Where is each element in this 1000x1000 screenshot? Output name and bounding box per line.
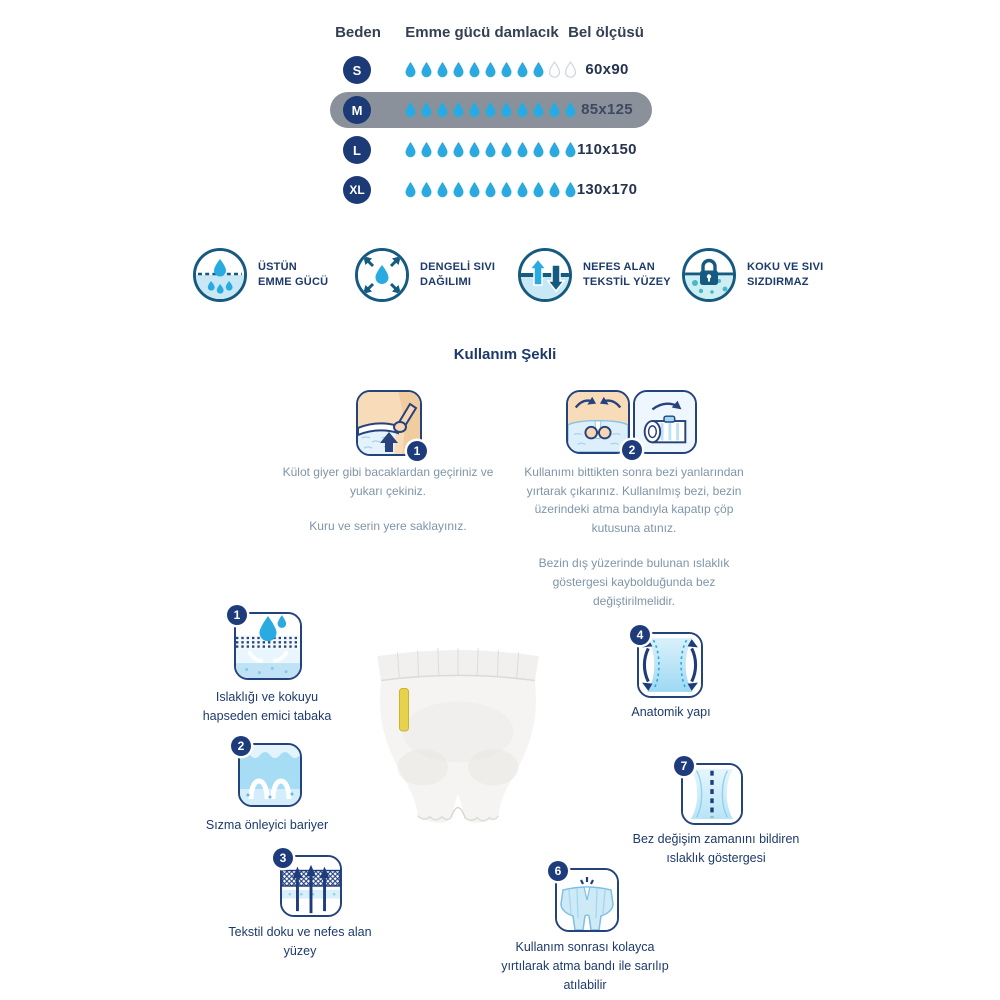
waist-size-s: 60x90: [585, 61, 629, 78]
feature-label: [583, 260, 671, 291]
feature-odor-liquid-proof: [682, 248, 823, 302]
usage-step-2-text: [518, 463, 750, 627]
feature-number-badge: 4: [630, 625, 650, 645]
water-drop-icon: [467, 141, 482, 159]
water-drop-icon: [467, 181, 482, 199]
usage-step-paragraph: Bezin dış yüzerinde bulunan ıslaklık göstergesi kaybolduğunda bez değiştirilmelidir.: [538, 556, 730, 608]
feature-balanced-liquid-distribution: [355, 248, 495, 302]
product-feature-1-label: Islaklığı ve kokuyu hapseden emici tabaka: [202, 690, 332, 723]
water-drop-icon: [451, 61, 466, 79]
step-tear-off-icon: [566, 390, 630, 454]
product-feature-1-icon-wrap: [233, 608, 302, 680]
waist-size-m: 85x125: [581, 101, 633, 118]
water-drop-icon: [419, 61, 434, 79]
product-feature-6-label: Kullanım sonrası kolayca yırtılarak atma bandı ile sarılıp atılabilir: [501, 940, 669, 992]
product-feature-2-label: Sızma önleyici bariyer: [205, 818, 329, 832]
absorption-drops-m: [403, 101, 578, 119]
water-drop-icon: [547, 61, 562, 79]
water-drop-icon: [403, 181, 418, 199]
usage-section-title: Kullanım Şekli: [453, 346, 557, 363]
feature-number-badge: 1: [227, 605, 247, 625]
water-drop-icon: [515, 141, 530, 159]
usage-step-paragraph: Kuru ve serin yere saklayınız.: [309, 519, 467, 534]
water-drop-icon: [483, 61, 498, 79]
product-feature-2-icon-wrap: [237, 739, 302, 807]
feature-label: [747, 260, 823, 291]
wetness-indicator-strip: [399, 689, 408, 731]
water-drop-icon: [403, 141, 418, 159]
product-feature-3-label: Tekstil doku ve nefes alan yüzey: [228, 925, 372, 958]
feature-label-line2: TEKSTİL YÜZEY: [583, 276, 671, 288]
feature-label: [258, 260, 328, 291]
feature-superior-absorption: [193, 248, 328, 302]
water-drop-icon: [403, 61, 418, 79]
feature-label-line1: ÜSTÜN: [258, 260, 297, 273]
balanced-liquid-distribution-icon: [355, 248, 409, 302]
feature-label: [420, 260, 495, 291]
water-drop-icon: [547, 181, 562, 199]
water-drop-icon: [531, 101, 546, 119]
water-drop-icon: [483, 101, 498, 119]
water-drop-icon: [531, 61, 546, 79]
water-drop-icon: [451, 141, 466, 159]
water-drop-icon: [451, 101, 466, 119]
usage-step-1-image: [356, 390, 422, 456]
size-table-row-l: [330, 132, 652, 168]
odor-liquid-proof-icon: [682, 248, 736, 302]
water-drop-icon: [547, 101, 562, 119]
usage-step-2-image: [566, 390, 697, 457]
size-table-row-xl: [330, 172, 652, 208]
product-feature-7-icon-wrap: [680, 759, 743, 825]
feature-label-line2: EMME GÜCÜ: [258, 276, 329, 288]
feature-breathable-textile: [518, 248, 671, 302]
water-drop-icon: [499, 61, 514, 79]
water-drop-icon: [499, 181, 514, 199]
usage-step-paragraph: Kullanımı bittikten sonra bezi yanlarından yırtarak çıkarınız. Kullanılmış bezi, bezin üzerindeki atma bandıyla kapatıp çöp kutusuna atınız.: [524, 465, 744, 535]
step-number-badge: 2: [622, 440, 642, 460]
water-drop-icon: [515, 61, 530, 79]
size-badge-s: S: [343, 56, 371, 84]
superior-absorption-icon: [193, 248, 247, 302]
pull-up-pants-illustration: [352, 636, 564, 838]
water-drop-icon: [547, 141, 562, 159]
product-feature-7-label: Bez değişim zamanını bildiren ıslaklık göstergesi: [632, 832, 800, 865]
size-badge-xl: XL: [343, 176, 371, 204]
size-badge-l: L: [343, 136, 371, 164]
usage-step-paragraph: Külot giyer gibi bacaklardan geçiriniz ve yukarı çekiniz.: [282, 465, 494, 498]
product-feature-6-icon-wrap: [554, 864, 619, 932]
absorption-drops-l: [403, 141, 578, 159]
feature-label-line2: DAĞILIMI: [420, 276, 472, 288]
step-rolled-diaper-icon: [633, 390, 697, 454]
feature-label-line1: KOKU VE SIVI: [747, 260, 824, 273]
waist-size-xl: 130x170: [576, 181, 638, 198]
water-drop-icon: [515, 181, 530, 199]
feature-number-badge: 3: [273, 848, 293, 868]
water-drop-icon: [499, 141, 514, 159]
water-drop-icon: [435, 141, 450, 159]
usage-step-1-text: [270, 463, 506, 553]
water-drop-icon: [451, 181, 466, 199]
absorption-drops-xl: [403, 181, 578, 199]
water-drop-icon: [419, 101, 434, 119]
water-drop-icon: [467, 61, 482, 79]
water-drop-icon: [467, 101, 482, 119]
feature-label-line1: NEFES ALAN: [583, 260, 655, 273]
water-drop-icon: [419, 141, 434, 159]
feature-number-badge: 2: [231, 736, 251, 756]
absorbent-core-icon: [234, 612, 302, 680]
feature-number-badge: 6: [548, 861, 568, 881]
feature-label-line1: DENGELİ SIVI: [420, 260, 496, 273]
size-table-row-m: [330, 92, 652, 128]
water-drop-icon: [435, 101, 450, 119]
feature-number-badge: 7: [674, 756, 694, 776]
product-feature-3-icon-wrap: [279, 851, 342, 917]
waist-size-l: 110x150: [577, 141, 637, 158]
water-drop-icon: [483, 141, 498, 159]
water-drop-icon: [435, 181, 450, 199]
water-drop-icon: [419, 181, 434, 199]
water-drop-icon: [531, 141, 546, 159]
water-drop-icon: [403, 101, 418, 119]
water-drop-icon: [435, 61, 450, 79]
water-drop-icon: [483, 181, 498, 199]
size-table-header-absorption: Emme gücü damlacık: [405, 24, 559, 41]
breathable-textile-icon: [518, 248, 572, 302]
water-drop-icon: [515, 101, 530, 119]
product-feature-4-icon-wrap: [636, 628, 703, 698]
size-table-header-waist: Bel ölçüsü: [568, 24, 644, 41]
step-number-badge: 1: [407, 441, 427, 461]
size-table-header-beden: Beden: [335, 24, 381, 41]
size-badge-m: M: [343, 96, 371, 124]
absorption-drops-s: [403, 61, 578, 79]
size-table-row-s: [330, 52, 652, 88]
feature-label-line2: SIZDIRMAZ: [747, 276, 809, 288]
water-drop-icon: [499, 101, 514, 119]
water-drop-icon: [531, 181, 546, 199]
product-image: [352, 636, 564, 843]
product-feature-4-label: Anatomik yapı: [631, 705, 711, 719]
